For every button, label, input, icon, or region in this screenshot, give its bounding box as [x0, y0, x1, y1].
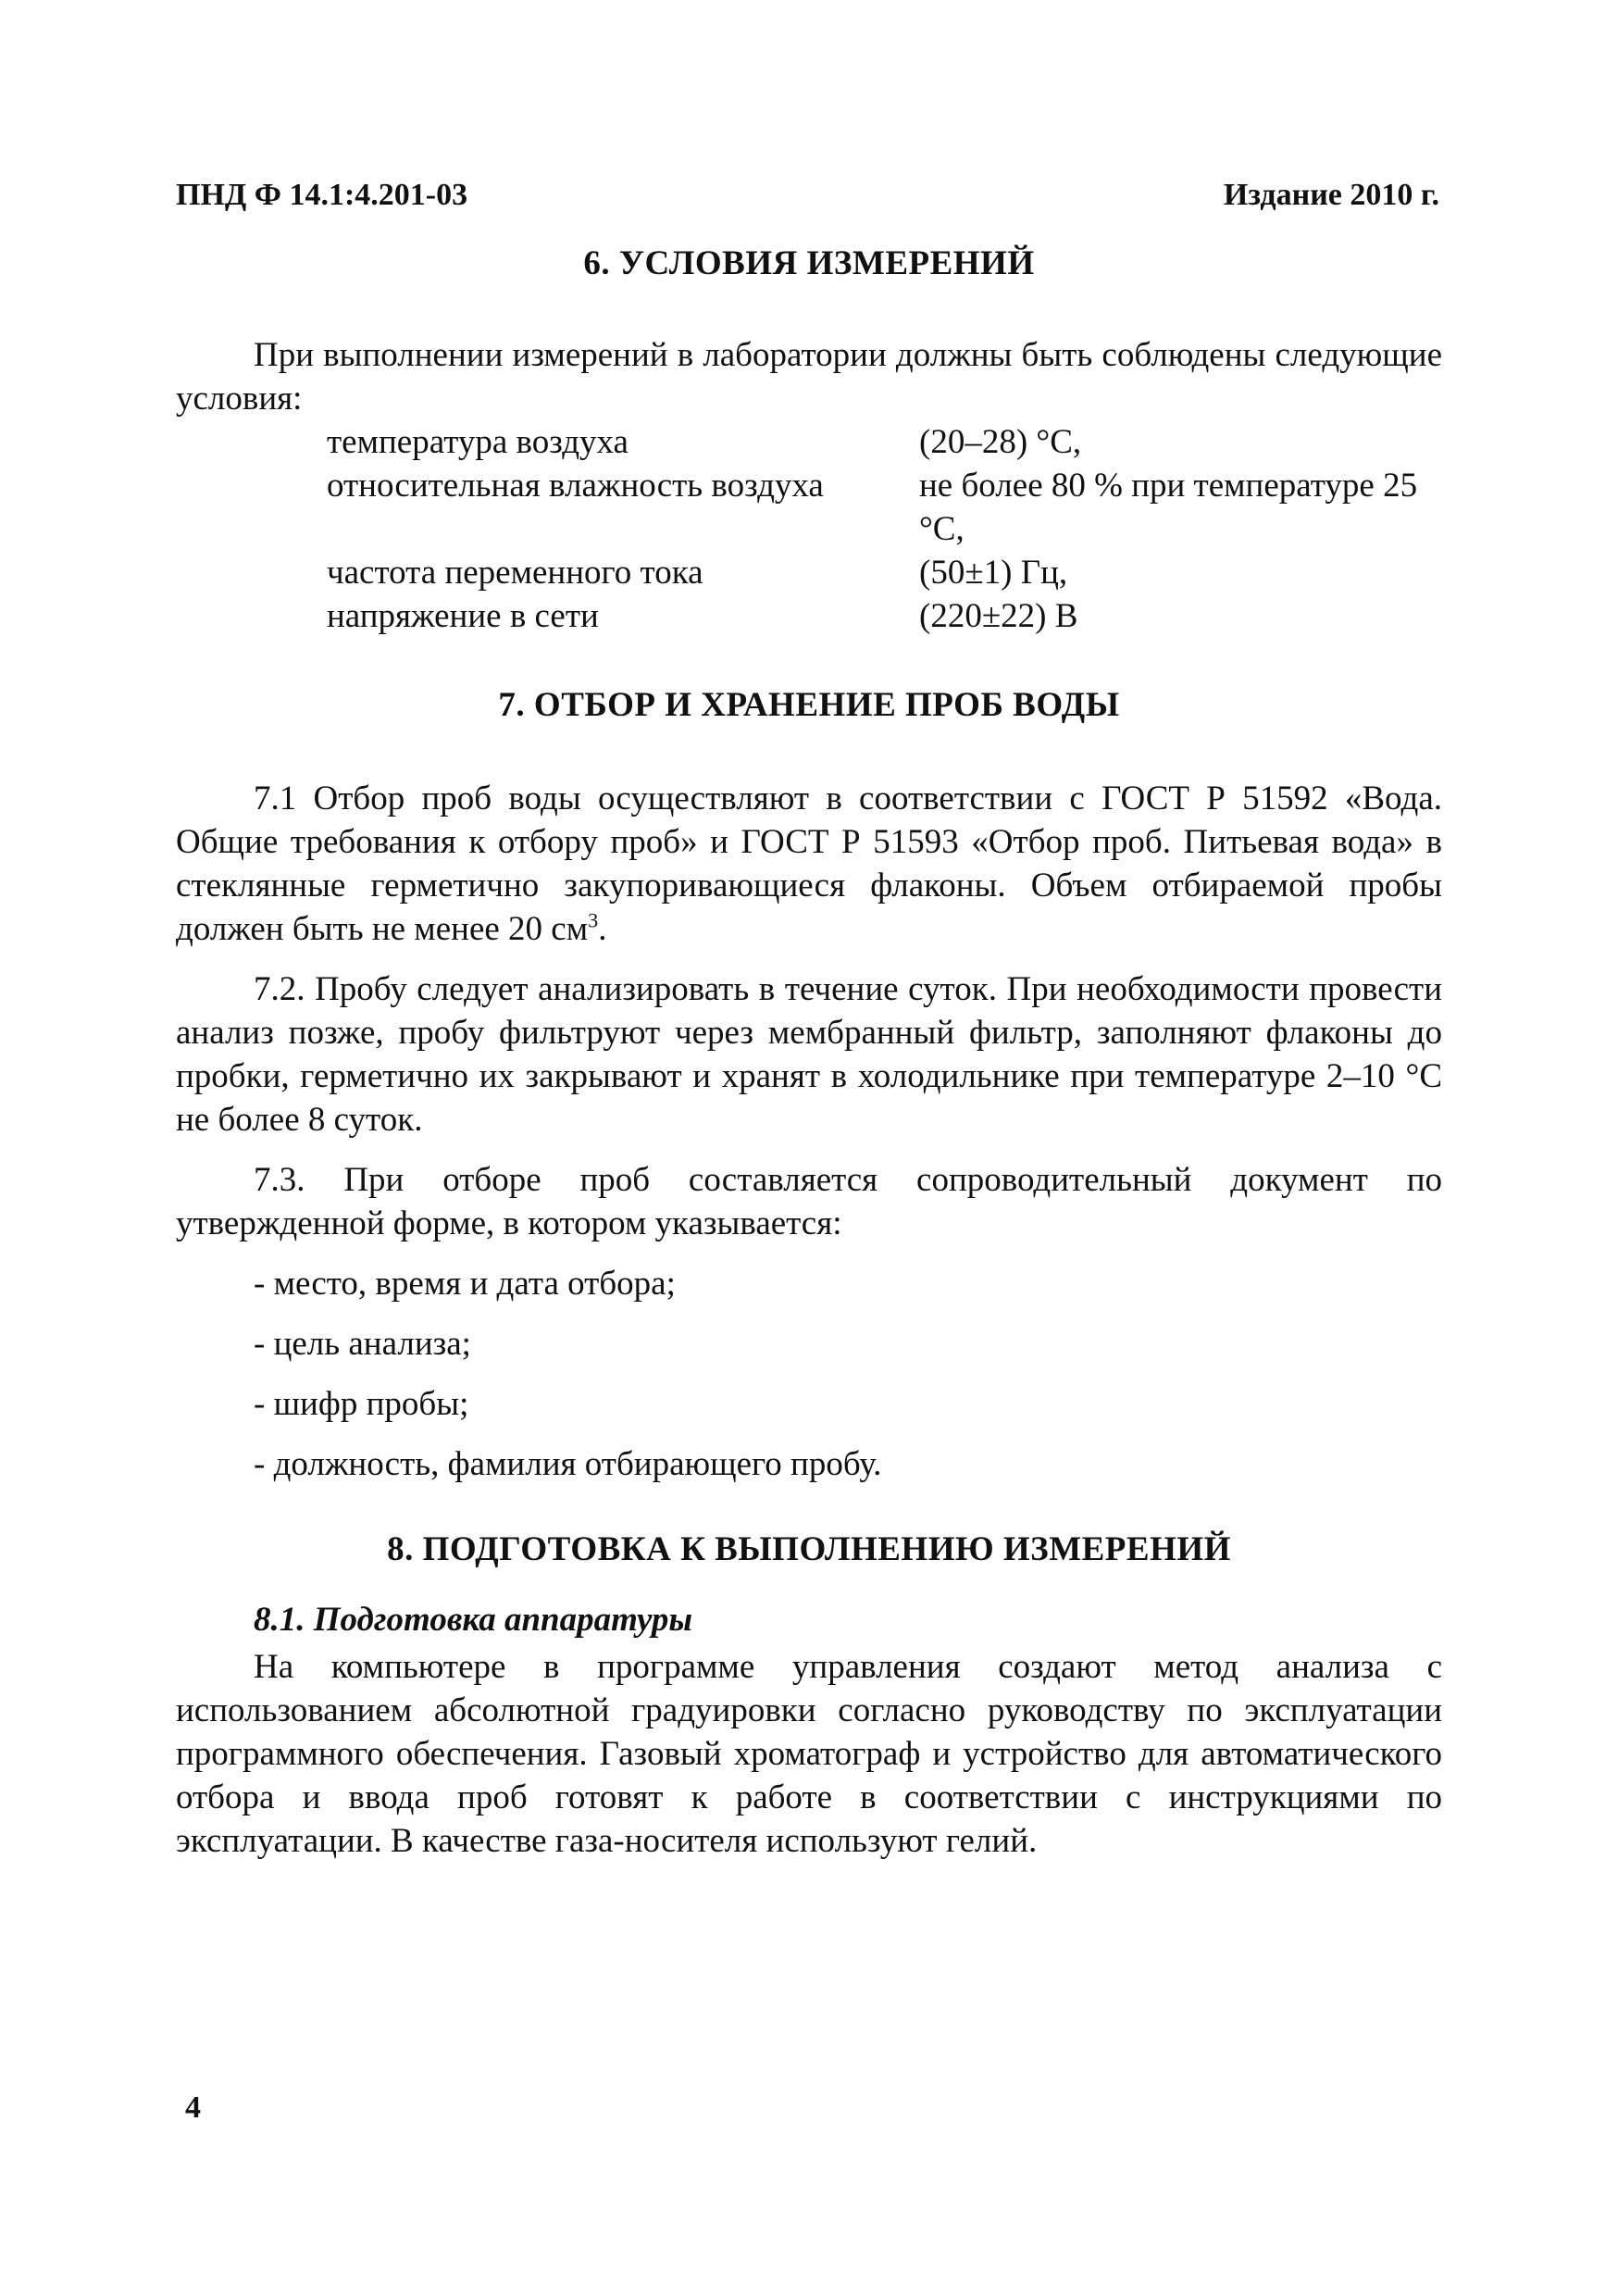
condition-name: напряжение в сети [327, 597, 599, 635]
page-content [176, 241, 1442, 1863]
section-6-title: 6. УСЛОВИЯ ИЗМЕРЕНИЙ [583, 244, 1035, 282]
condition-row [327, 464, 1442, 551]
condition-value: не более 80 % при температуре 25 °С, [919, 467, 1418, 548]
paragraph-7-3: 7.3. При отборе проб составляется сопроводительный документ по утвержденной форме, в котором указывается: [176, 1161, 1442, 1242]
condition-row [327, 420, 1442, 464]
edition-label: Издание 2010 г. [1223, 178, 1439, 212]
section-7-title: 7. ОТБОР И ХРАНЕНИЕ ПРОБ ВОДЫ [498, 686, 1120, 724]
list-item: - цель анализа; [254, 1325, 471, 1363]
condition-value: (50±1) Гц, [919, 554, 1068, 592]
section-6-intro: При выполнении измерений в лаборатории должны быть соблюдены следующие условия: [176, 336, 1442, 418]
paragraph-7-1-end: . [598, 910, 607, 948]
condition-value: (220±22) В [919, 597, 1078, 635]
subsection-8-1-title: 8.1. Подготовка аппаратуры [254, 1601, 693, 1639]
page-header [176, 178, 1439, 224]
conditions-table [327, 420, 1442, 638]
superscript-3: 3 [588, 908, 599, 932]
paragraph-7-2: 7.2. Пробу следует анализировать в течение суток. При необходимости провести анализ позже, пробу фильтруют через мембранный фильтр, заполняют флаконы до пробки, герметично их закрывают и хранят в холодильнике при температуре 2–10 °С не более 8 суток. [176, 970, 1442, 1139]
document-code: ПНД Ф 14.1:4.201-03 [176, 178, 468, 212]
condition-row [327, 551, 1442, 594]
paragraph-8-1: На компьютере в программе управления создают метод анализа с использованием абсолютной градуировки согласно руководству по эксплуатации программного обеспечения. Газовый хроматограф и устройство для автоматического отбора и ввода проб готовят к работе в соответствии с инструкциями по эксплуатации. В качестве газа-носителя используют гелий. [176, 1648, 1442, 1860]
page-number: 4 [185, 2090, 201, 2125]
condition-row [327, 594, 1442, 638]
condition-name: температура воздуха [327, 423, 629, 461]
list-item: - место, время и дата отбора; [254, 1265, 676, 1303]
paragraph-7-1-text: 7.1 Отбор проб воды осуществляют в соответствии с ГОСТ Р 51592 «Вода. Общие требования к отбору проб» и ГОСТ Р 51593 «Отбор проб. Питьевая вода» в стеклянные герметично закупоривающиеся флаконы. Объем отбираемой пробы должен быть не менее 20 см [176, 780, 1442, 948]
paragraph-7-1 [176, 777, 1442, 951]
list-item: - шифр пробы; [254, 1385, 469, 1423]
condition-name: относительная влажность воздуха [327, 467, 824, 505]
condition-name: частота переменного тока [327, 554, 703, 592]
condition-value: (20–28) °С, [919, 423, 1082, 461]
list-item: - должность, фамилия отбирающего пробу. [254, 1445, 882, 1483]
section-8-title: 8. ПОДГОТОВКА К ВЫПОЛНЕНИЮ ИЗМЕРЕНИЙ [387, 1530, 1231, 1568]
